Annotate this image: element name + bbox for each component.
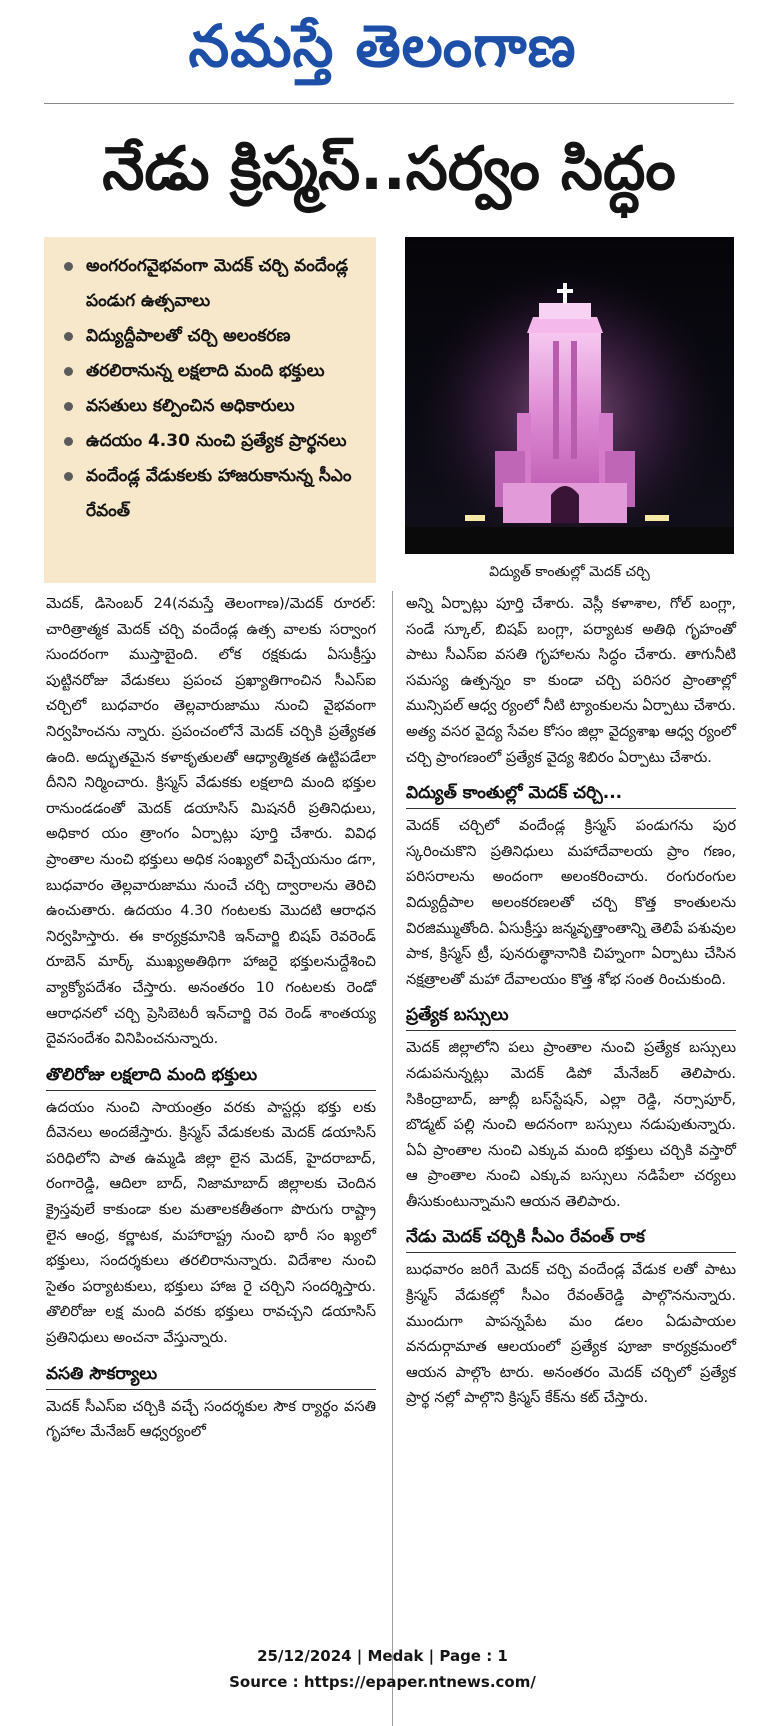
left-column — [46, 591, 376, 1445]
highlight-item: వసతులు కల్పించిన అధికారులు — [58, 389, 368, 424]
masthead-logo: నమస్తే తెలంగాణ — [188, 12, 577, 80]
headline: నేడు క్రిస్మస్..సర్వం సిద్ధం — [102, 134, 676, 204]
article-paragraph: బుధవారం జరిగే మెదక్ చర్చి వందేండ్ల వేడుక లతో పాటు క్రిస్మస్ వేడుకల్లో సీఎం రేవంత్‌రెడ్డి పాల్గొననున్నారు. ముందుగా పాపన్నపేట మం డలం ఏడుపాయల వనదుర్గామాత ఆలయంలో ప్రత్యేక పూజా కార్యక్రమంలో ఆయన పాల్గొం టారు. అనంతరం మెదక్ చర్చిలో ప్రత్యేక ప్రార్థ నల్లో పాల్గొని క్రిస్మస్ కేక్‌ను కట్ చేస్తారు. — [406, 1261, 736, 1407]
masthead-rule — [44, 103, 734, 104]
highlight-item: ఉదయం 4.30 నుంచి ప్రత్యేక ప్రార్థనలు — [58, 424, 368, 459]
church-photo — [405, 237, 734, 554]
bullet-icon — [64, 472, 73, 481]
subheading: విద్యుత్ కాంతుల్లో మెదక్ చర్చి... — [406, 778, 736, 809]
bullet-icon — [64, 262, 73, 271]
article-paragraph: మెదక్ జిల్లాలోని పలు ప్రాంతాల నుంచి ప్రత్యేక బస్సులు నడుపనున్నట్లు మెదక్ డిపో మేనేజర్ తెలిపారు. సికింద్రాబాద్, జూబ్లీ బస్‌స్టేషన్, ఎల్లా రెడ్డి, నర్సాపూర్, బొడ్మట్ పల్లి నుంచి అదనంగా బస్సులు నడుపుతున్నారు. ఏఏ ప్రాంతాల నుంచి ఎక్కువ మంది భక్తులు చర్చికి వస్తారో ఆ ప్రాంతాల నుంచి ఎక్కువ బస్సులు నడిపేలా చర్యలు తీసుకుంటున్నామని ఆయన తెలిపారు. — [406, 1039, 736, 1210]
subheading: నేడు మెదక్ చర్చికి సీఎం రేవంత్ రాక — [406, 1222, 736, 1253]
bullet-icon — [64, 437, 73, 446]
article-intro: మెదక్, డిసెంబర్ 24(నమస్తే తెలంగాణ)/మెదక్ రూరల్: చారిత్రాత్మక మెదక్ చర్చి వందేండ్ల ఉత్స వాలకు సర్వాంగ సుందరంగా ముస్తాబైంది. లోక రక్షకుడు ఏసుక్రీస్తు పుట్టినరోజు వేడుకలు ప్రపంచ ప్రఖ్యాతిగాంచిన సీఎస్ఐ చర్చిలో బుధవారం తెల్లవారుజాము నుంచి వైభవంగా నిర్వహించను న్నారు. ప్రపంచంలోనే మెదక్ చర్చికి ప్రత్యేకత ఉంది. అద్భుతమైన కళాకృతులతో ఆధ్యాత్మికత ఉట్టిపడేలా దీనిని నిర్మించారు. క్రిస్మస్ వేడుకకు లక్షలాది మంది భక్తుల రానుండడంతో మెదక్ డయాసిస్ మిషనరీ ప్రతినిధులు, అధికార యం త్రాంగం ఏర్పాట్లు పూర్తి చేశారు. వివిధ ప్రాంతాల నుంచి భక్తులు అధిక సంఖ్యలో విచ్చేయనుం డగా, బుధవారం తెల్లవారుజాము నుంచే చర్చి ద్వారాలను తెరిచి ఉంచుతారు. ఉదయం 4.30 గంటలకు మొదటి ఆరాధన నిర్వహిస్తారు. ఈ కార్యక్రమానికి ఇన్‌చార్జి బిషప్ రెవరెండ్ రూబెన్ మార్క్ ముఖ్యఅతిథిగా హాజరై భక్తులనుద్దేశించి వ్యాక్యోపదేశం చేస్తారు. అనంతరం 10 గంటలకు రెండో ఆరాధనలో చర్చి ప్రెసిబెటరీ ఇన్‌చార్జి రెవ రెండ్ శాంతయ్య దైవసందేశం వినిపించనున్నారు. — [46, 595, 376, 1048]
photo-caption: విద్యుత్ కాంతుల్లో మెదక్ చర్చి — [489, 564, 650, 580]
church-illustration-icon — [405, 237, 734, 554]
highlight-item: తరలిరానున్న లక్షలాది మంది భక్తులు — [58, 354, 368, 389]
column-divider — [392, 591, 393, 1726]
highlight-item: వందేండ్ల వేడుకలకు హాజరుకానున్న సీఎం రేవంత్ — [58, 459, 368, 529]
highlight-item: అంగరంగవైభవంగా మెదక్ చర్చి వందేండ్ల పండుగ ఉత్సవాలు — [58, 249, 368, 319]
masthead — [0, 0, 765, 92]
subheading: వసతి సౌకర్యాలు — [46, 1359, 376, 1390]
highlight-item: విద్యుద్దీపాలతో చర్చి అలంకరణ — [58, 319, 368, 354]
bullet-icon — [64, 332, 73, 341]
article-paragraph: ఉదయం నుంచి సాయంత్రం వరకు పాస్టర్లు భక్తు లకు దీవెనలు అందజేస్తారు. క్రిస్మస్ వేడుకలకు మెదక్ డయాసిస్ పరిధిలోని పాత ఉమ్మడి జిల్లా లైన మెదక్, హైదరాబాద్, రంగారెడ్డి, ఆదిలా బాద్, నిజామాబాద్ జిల్లాలకు చెందిన క్రైస్తవులే కాకుండా కుల మతాలకతీతంగా పొరుగు రాష్ట్రా లైన ఆంధ్ర, కర్ణాటక, మహారాష్ట్ర నుంచి భారీ సం ఖ్యలో భక్తులు, సందర్శకులు తరలిరానున్నారు. విదేశాల నుంచి సైతం పర్యాటకులు, భక్తులు హాజ రై చర్చిని సందర్శిస్తారు. తొలిరోజు లక్ష మంది వరకు భక్తులు రావచ్చని డయాసిస్ ప్రతినిధులు అంచనా వేస్తున్నారు. — [46, 1098, 376, 1347]
article-paragraph: మెదక్ చర్చిలో వందేండ్ల క్రిస్మస్ పండుగను పుర స్కరించుకొని ప్రతినిధులు మహాదేవాలయ ప్రాం గణం, పరిసరాలను అందంగా అలంకరించారు. రంగురంగుల విద్యుద్దీపాల అలంకరణలతో చర్చి కొత్త కాంతులను విరజిమ్ముతోంది. ఏసుక్రీస్తు జన్మవృత్తాంతాన్ని తెలిపే పశువుల పాక, క్రిస్మస్ ట్రీ, పునరుత్థానానికి చిహ్నంగా ఏర్పాటు చేసిన నక్షత్రాలతో మహా దేవాలయం కొత్త శోభ సంత రించుకుంది. — [406, 817, 736, 988]
subheading: తొలిరోజు లక్షలాది మంది భక్తులు — [46, 1060, 376, 1091]
highlights-box — [44, 237, 376, 583]
bullet-icon — [64, 367, 73, 376]
footer-source: Source : https://epaper.ntnews.com/ — [229, 1673, 536, 1691]
article-paragraph: మెదక్ సీఎస్ఐ చర్చికి వచ్చే సందర్శకుల సౌక ర్యార్థం వసతి గృహాల మేనేజర్ ఆధ్వర్యంలో — [46, 1397, 376, 1441]
right-column — [406, 591, 736, 1411]
bullet-icon — [64, 402, 73, 411]
subheading: ప్రత్యేక బస్సులు — [406, 1000, 736, 1031]
footer-dateline: 25/12/2024 | Medak | Page : 1 — [257, 1647, 508, 1665]
article-paragraph: అన్ని ఏర్పాట్లు పూర్తి చేశారు. వెస్లీ కళాశాల, గోల్ బంగ్లా, సండే స్కూల్, బిషప్ బంగ్లా, పర్యాటక అతిథి గృహంతో పాటు సీఎస్ఐ వసతి గృహాలను సిద్ధం చేశారు. తాగునీటి సమస్య ఉత్పన్నం కా కుండా చర్చి పరిసర ప్రాంతాల్లో మున్సిపల్ ఆధ్వ ర్యంలో నీటి ట్యాంకులను ఏర్పాటు చేశారు. అత్య వసర వైద్య సేవల కోసం జిల్లా వైద్యశాఖ ఆధ్వ ర్యంలో చర్చి ప్రాంగణంలో ప్రత్యేక వైద్య శిబిరం ఏర్పాటు చేశారు. — [406, 595, 736, 766]
